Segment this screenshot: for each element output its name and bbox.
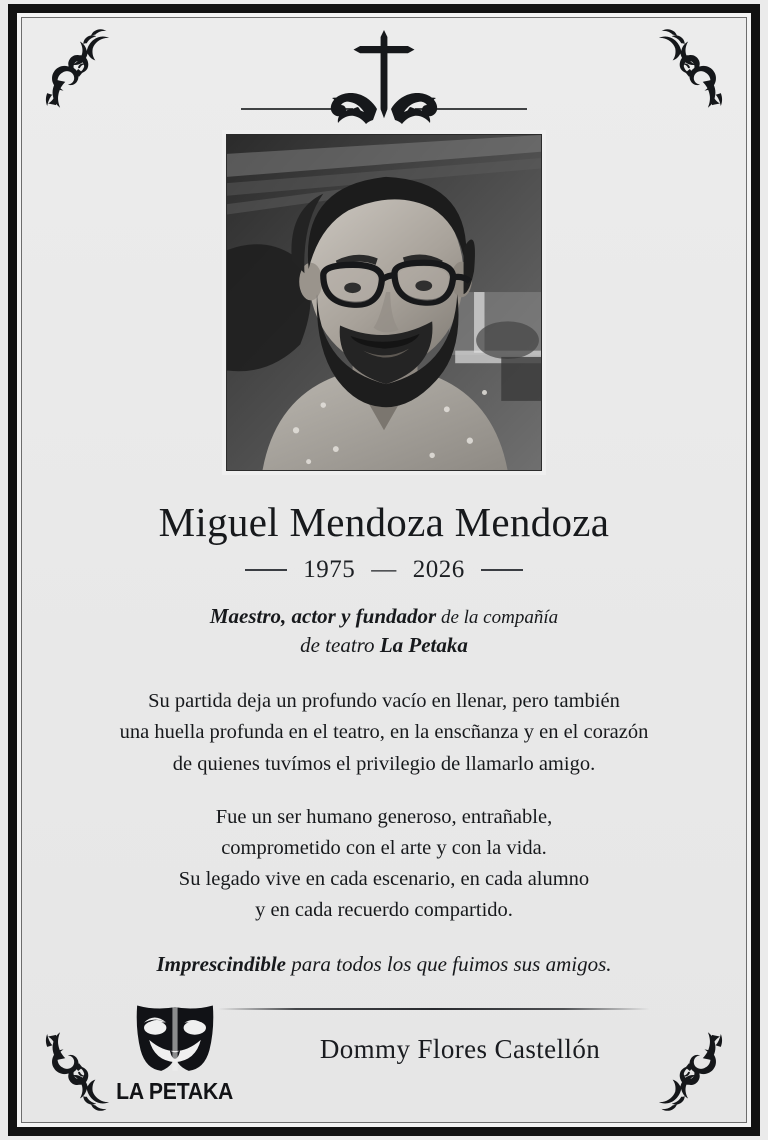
memorial-paragraph-two xyxy=(179,802,589,927)
date-rule-left xyxy=(245,569,287,571)
birth-year: 1975 xyxy=(303,556,356,584)
paragraph-two-line-2: comprometido con el arte y con la vida. xyxy=(221,836,547,859)
theater-mask-icon xyxy=(131,1002,219,1076)
role-subtitle-rest: de la compañía xyxy=(436,607,559,629)
page-title: Miguel Mendoza Mendoza xyxy=(158,499,610,545)
company-name: La Petaka xyxy=(379,633,468,658)
paragraph-two-line-3: Su legado vive en cada escenario, en cada alumno xyxy=(178,868,590,891)
portrait-frame xyxy=(222,130,546,475)
paragraph-two-line-4: y en cada recuerdo compartido. xyxy=(255,899,513,922)
card-content xyxy=(22,18,746,1122)
la-petaka-wordmark: LA PETAKA xyxy=(116,1078,234,1104)
paragraph-two-line-1: Fue un ser humano generoso, entrañable, xyxy=(215,805,553,828)
signature-divider-rule xyxy=(218,1008,650,1010)
life-dates xyxy=(245,556,523,584)
death-year: 2026 xyxy=(412,556,465,584)
card-footer xyxy=(22,998,746,1114)
role-subtitle-line-2 xyxy=(210,631,558,660)
role-subtitle-bold: Maestro, actor y fundador xyxy=(209,604,437,629)
dates-separator: — xyxy=(371,556,397,584)
date-rule-right xyxy=(481,569,523,571)
closing-bold-word: Imprescindible xyxy=(156,952,286,977)
closing-tribute-line xyxy=(156,950,611,979)
portrait-photo xyxy=(226,134,542,471)
cross-and-divider-header xyxy=(219,24,549,124)
role-subtitle xyxy=(210,602,558,660)
role-subtitle-line-1 xyxy=(210,602,558,631)
paragraph-one-line-2: una huella profunda en el teatro, en la enscñanza y en el corazón xyxy=(119,721,649,744)
company-prefix: de teatro xyxy=(300,633,380,658)
paragraph-one-line-1: Su partida deja un profundo vacío en llenar, pero también xyxy=(148,690,620,713)
closing-rest: para todos los que fuimos sus amigos. xyxy=(285,952,612,977)
la-petaka-logo xyxy=(116,1002,234,1105)
signature-name: Dommy Flores Castellón xyxy=(319,1034,601,1064)
paragraph-one-line-3: de quienes tuvímos el privilegio de llamarlo amigo. xyxy=(172,752,596,775)
memorial-paragraph-one xyxy=(120,686,649,779)
